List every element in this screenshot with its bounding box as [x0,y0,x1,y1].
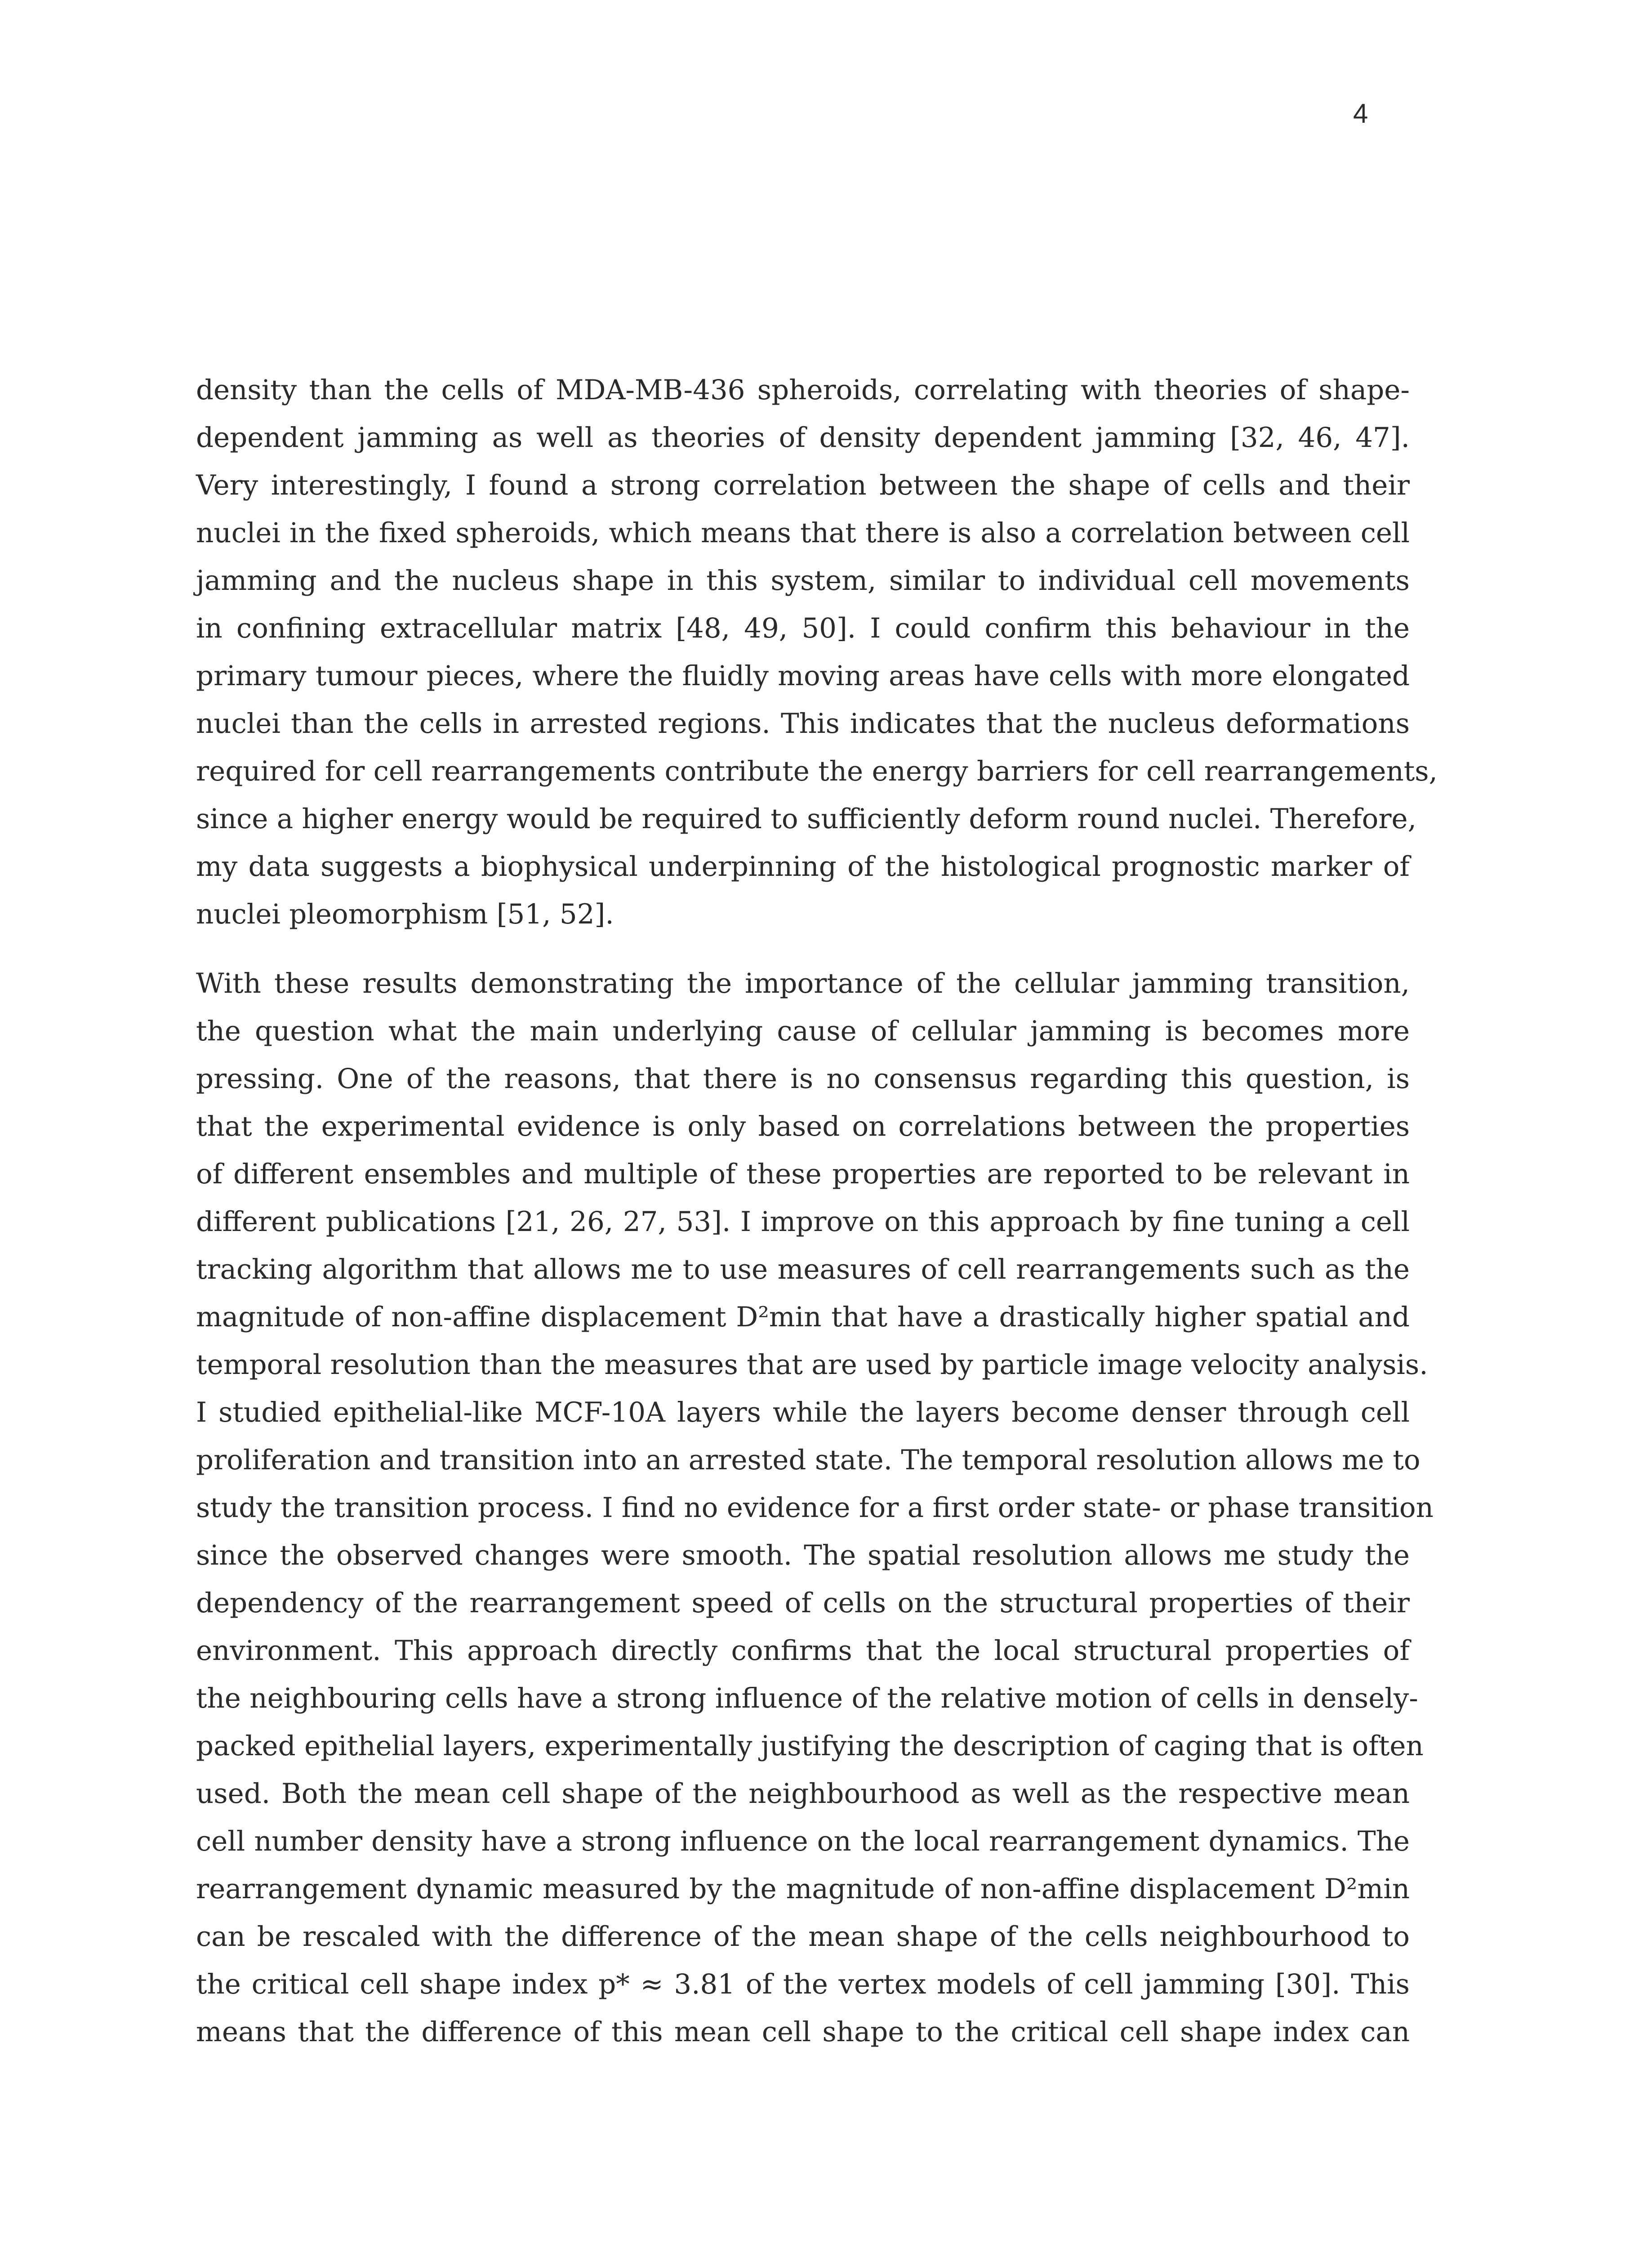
text-line: tracking algorithm that allows me to use measures of cell rearrangements such as the [196,1253,1410,1285]
text-line: the critical cell shape index p* ≈ 3.81 of the vertex models of cell jamming [30]. This [196,1968,1410,2000]
text-line: the question what the main underlying cause of cellular jamming is becomes more [196,1015,1410,1047]
text-line: proliferation and transition into an arrested state. The temporal resolution allows me to [196,1444,1420,1476]
text-line: can be rescaled with the difference of the mean shape of the cells neighbourhood to [196,1921,1410,1953]
text-line: of different ensembles and multiple of these properties are reported to be relevant in [196,1158,1410,1190]
text-line: pressing. One of the reasons, that there is no consensus regarding this question, is [196,1063,1410,1095]
text-line: temporal resolution than the measures that are used by particle image velocity analysis. [196,1349,1428,1381]
page-number: 4 [1353,98,1368,129]
text-line: the neighbouring cells have a strong influence of the relative motion of cells in densely- [196,1682,1418,1714]
text-line: in confining extracellular matrix [48, 49, 50]. I could confirm this behaviour in the [196,612,1410,644]
text-line: since the observed changes were smooth. The spatial resolution allows me study the [196,1539,1410,1571]
text-line: nuclei in the fixed spheroids, which means that there is also a correlation between cell [196,517,1410,549]
text-line: density than the cells of MDA-MB-436 spheroids, correlating with theories of shape- [196,374,1410,406]
text-line: I studied epithelial-like MCF-10A layers while the layers become denser through cell [196,1396,1410,1428]
text-line: jamming and the nucleus shape in this system, similar to individual cell movements [196,565,1410,597]
text-line: primary tumour pieces, where the fluidly moving areas have cells with more elongated [196,660,1410,692]
text-line: my data suggests a biophysical underpinning of the histological prognostic marker of [196,851,1410,883]
text-line: cell number density have a strong influence on the local rearrangement dynamics. The [196,1825,1410,1857]
text-line: dependency of the rearrangement speed of cells on the structural properties of their [196,1587,1410,1619]
text-line: that the experimental evidence is only based on correlations between the properties [196,1111,1410,1142]
text-line: dependent jamming as well as theories of density dependent jamming [32, 46, 47]. [196,422,1410,454]
text-line: different publications [21, 26, 27, 53]. I improve on this approach by fine tuning a cell [196,1206,1410,1238]
text-line: environment. This approach directly confirms that the local structural properties of [196,1635,1410,1667]
body-text [196,366,1438,2056]
text-line: since a higher energy would be required to sufficiently deform round nuclei. Therefore, [196,803,1417,835]
text-line: packed epithelial layers, experimentally justifying the description of caging that is often [196,1730,1424,1762]
text-line: means that the difference of this mean cell shape to the critical cell shape index can [196,2016,1410,2048]
text-line: required for cell rearrangements contribute the energy barriers for cell rearrangements, [196,755,1438,787]
text-line: rearrangement dynamic measured by the magnitude of non-affine displacement D²min [196,1873,1410,1905]
paragraph-1 [196,366,1438,938]
text-line: study the transition process. I find no evidence for a first order state- or phase transition [196,1492,1434,1524]
text-line: used. Both the mean cell shape of the neighbourhood as well as the respective mean [196,1778,1410,1810]
text-line: With these results demonstrating the importance of the cellular jamming transition, [196,968,1410,999]
paragraph-2 [196,960,1434,2056]
text-line: magnitude of non-affine displacement D²min that have a drastically higher spatial and [196,1301,1410,1333]
text-line: nuclei pleomorphism [51, 52]. [196,898,614,930]
text-line: nuclei than the cells in arrested regions. This indicates that the nucleus deformations [196,708,1410,740]
text-line: Very interestingly, I found a strong correlation between the shape of cells and their [196,469,1410,501]
